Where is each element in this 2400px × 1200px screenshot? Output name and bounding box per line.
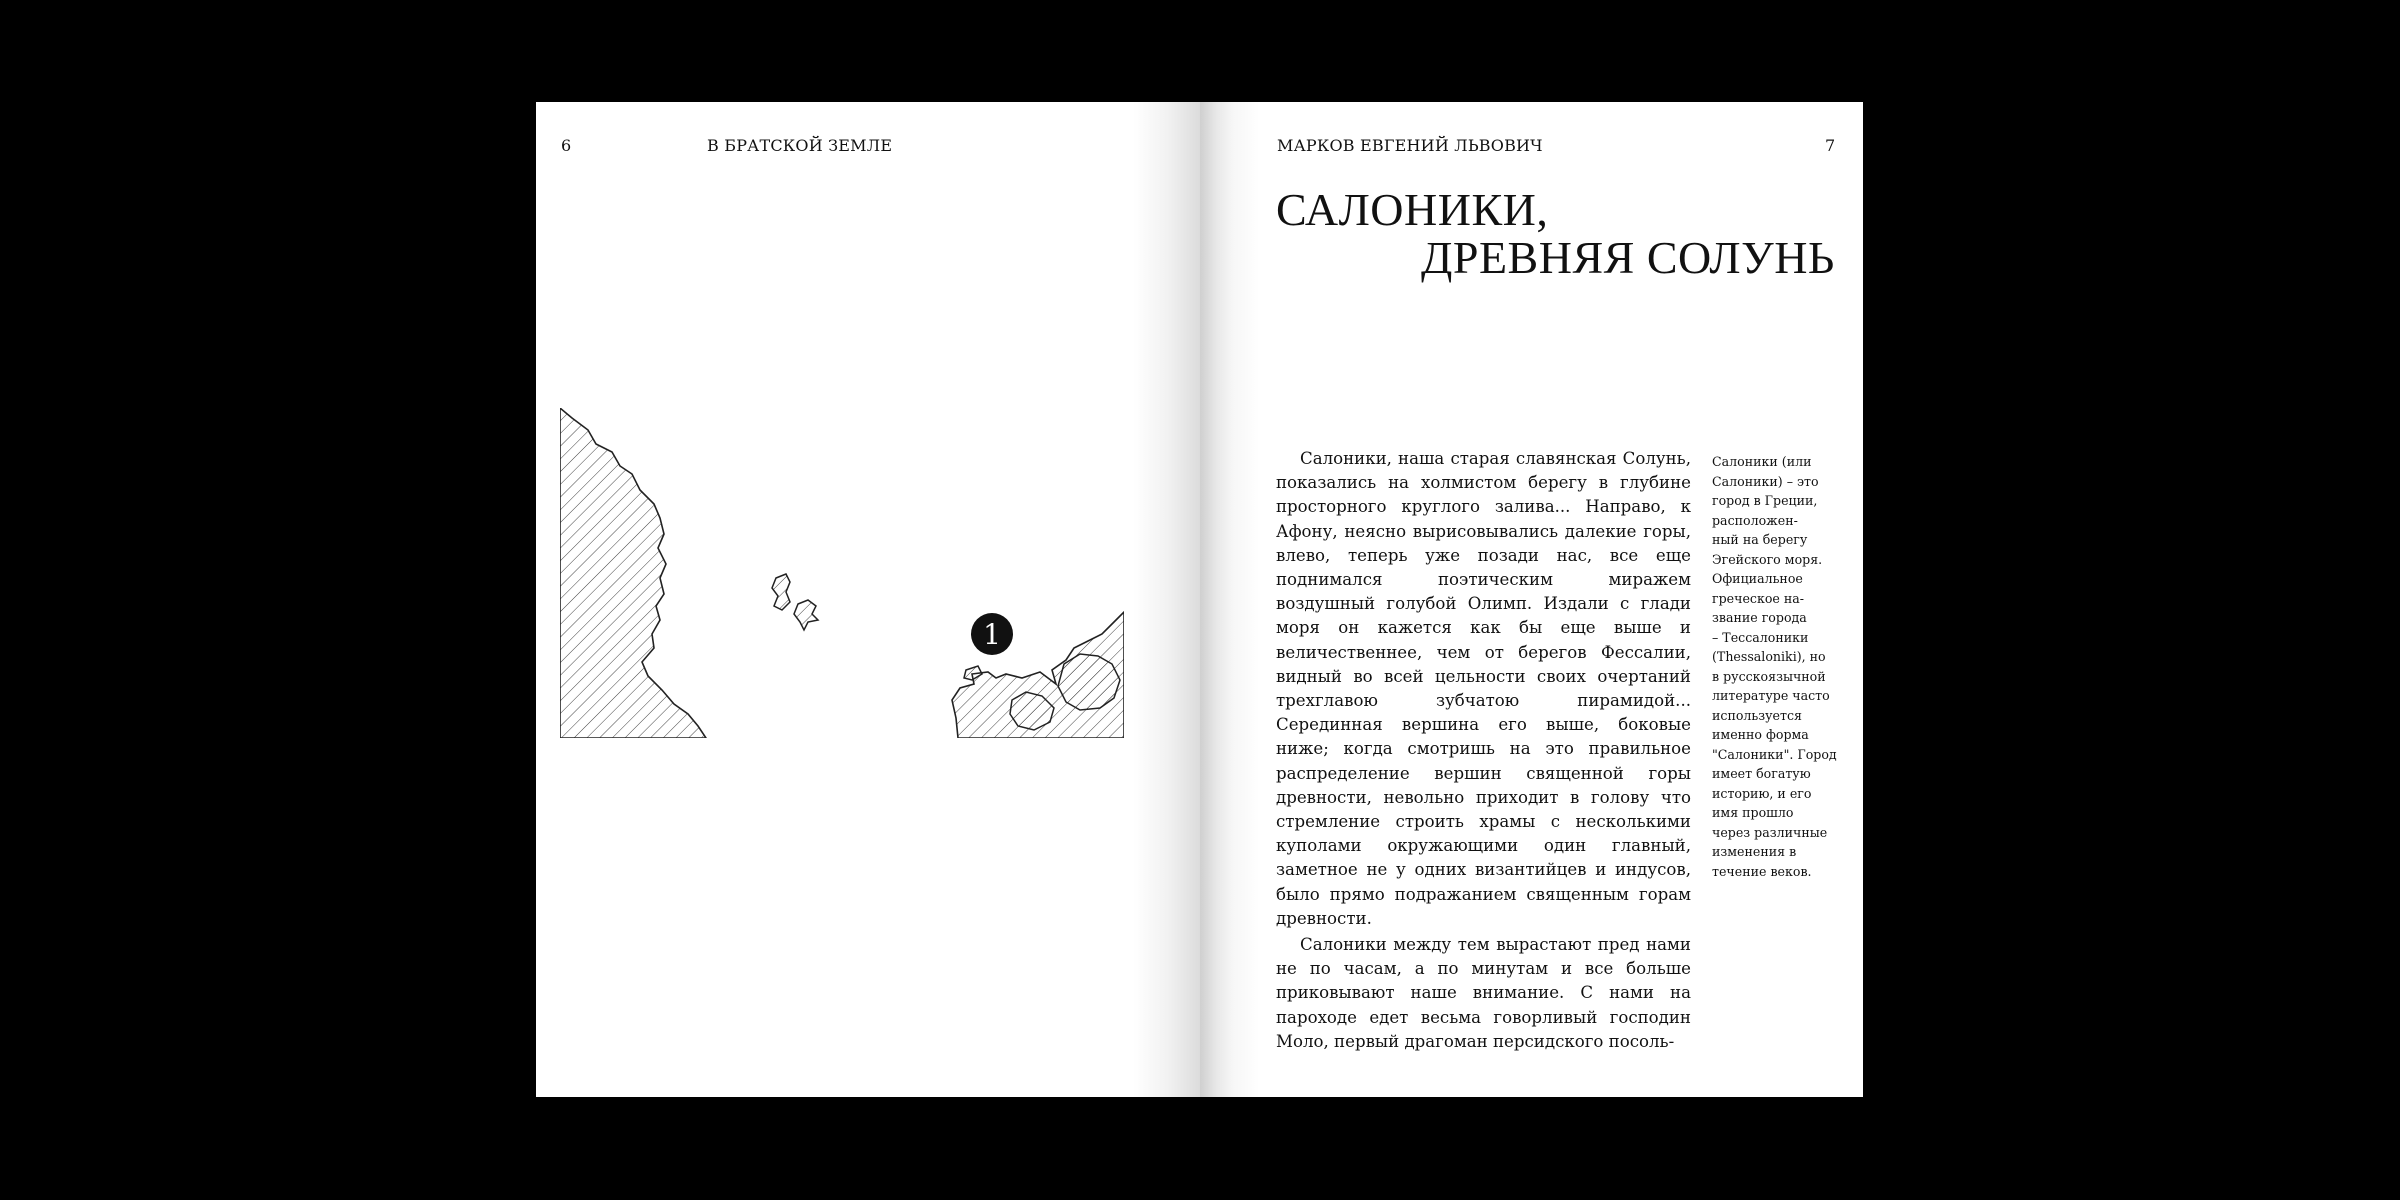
sidenote-line: течение веков. [1712,863,1812,879]
left-page [536,102,1200,1097]
chapter-title-line-2: ДРЕВНЯЯ СОЛУНЬ [1421,232,1835,283]
sidenote-line: расположен- [1712,512,1798,528]
sidenote-line: Эгейского моря. [1712,551,1823,567]
paragraph-1: Салоники, наша старая славянская Солунь, показались на холмистом берегу в глубине просторного круглого залива... Направо, к Афону, неясно вырисовывались далекие горы, влево, теперь уже позади нас, все еще поднимался поэтическим миражем воздушный голубой Олимп. Издали с глади моря он кажется как бы еще выше и величественнее, чем от берегов Фессалии, видный во всей цельности своих очертаний трехглавою зубчатою пирамидой... Серединная вершина его выше, боковые ниже; когда смотришь на это правильное распределение вершин священной горы древности, невольно приходит в голову что стремление строить храмы с несколькими куполами окружающими один главный, заметное не у одних византийцев и индусов, было прямо подражанием священным горам древности. [1276,449,1691,928]
sidenote-line: через различные [1712,824,1828,840]
sidenote-line: в русскоязычной [1712,668,1826,684]
sidenote-line: Салоники (или [1712,454,1812,469]
map-illustration [560,408,1124,738]
chapter-title-line-1: САЛОНИКИ, [1276,184,1549,235]
map-marker-label: 1 [983,618,1001,651]
left-page-number: 6 [561,136,572,155]
sidenote-line: ный на берегу [1712,532,1808,547]
sidenote-line: именно форма [1712,727,1809,742]
sidenote-line: литературе часто [1712,688,1830,703]
body-text [1276,447,1691,1056]
paragraph-2: Салоники между тем вырастают пред нами не по часам, а по минутам и все больше приковывают наше внимание. С нами на пароходе едет весьма говорливый господин Моло, первый драгоман персидского посоль- [1276,935,1691,1051]
sidenote-line: имя прошло [1712,805,1794,820]
island-2 [794,600,818,630]
sidenote-line: звание города [1712,610,1807,625]
right-running-head: МАРКОВ ЕВГЕНИЙ ЛЬВОВИЧ [1277,136,1543,155]
right-page-number: 7 [1825,136,1836,155]
sidenote-line: – Тессалоники [1712,629,1809,645]
sidenote-line: (Thessaloniki), но [1712,649,1826,664]
sidenote-line: Официальное [1712,571,1803,586]
sidenote-line: имеет богатую [1712,766,1811,781]
sidenote-line: Салоники) – это [1712,473,1819,489]
sidenote-line: греческое на- [1712,590,1805,606]
island-1 [772,574,790,610]
sidenote-line: город в Греции, [1712,493,1818,508]
sidenote-line: историю, и его [1712,785,1812,801]
coastline-west [560,408,706,738]
sidenote-line: используется [1712,707,1802,723]
sidenote-line: изменения в [1712,844,1797,859]
sidenote [1712,452,1842,881]
sidenote-line: "Салоники". Город [1712,746,1837,762]
left-running-head: В БРАТСКОЙ ЗЕМЛЕ [707,136,893,155]
